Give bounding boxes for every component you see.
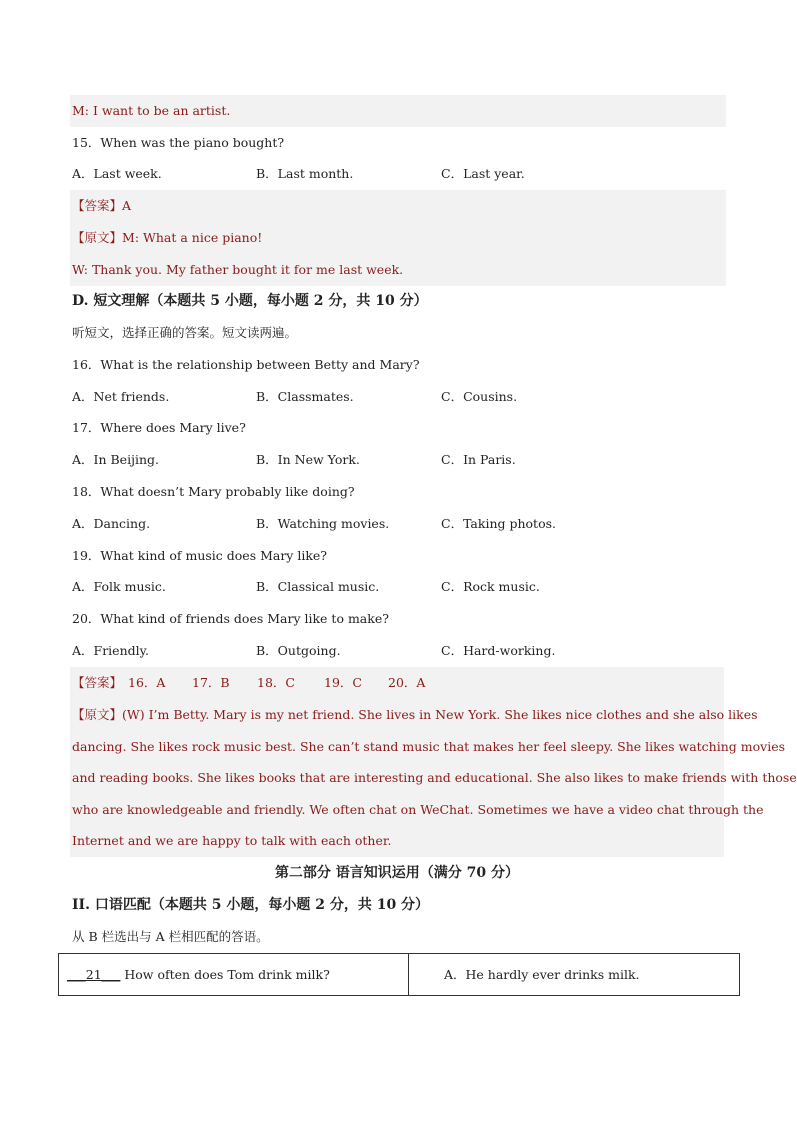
transcript-text: M: What a nice piano! xyxy=(122,230,263,245)
option-a[interactable]: A．Dancing. xyxy=(72,516,151,531)
option-c[interactable]: C．Cousins. xyxy=(441,389,518,404)
question-text: 16．What is the relationship between Betty and Mary? xyxy=(72,357,420,372)
question-16 xyxy=(70,349,726,381)
section-ii-instruction xyxy=(70,921,726,953)
match-row-21-right xyxy=(444,954,640,995)
answer-15 xyxy=(70,190,726,222)
question-18 xyxy=(70,476,726,508)
option-c[interactable]: C．Last year. xyxy=(441,166,525,181)
section-title: II. 口语匹配（本题共 5 小题，每小题 2 分，共 10 分） xyxy=(72,897,430,913)
question-16-options xyxy=(70,381,724,413)
transcript-15-line2 xyxy=(70,254,726,286)
option-b[interactable]: B．In New York. xyxy=(256,452,360,467)
question-text: 18．What doesn’t Mary probably like doing? xyxy=(72,484,355,499)
option-b[interactable]: B．Outgoing. xyxy=(256,643,341,658)
passage-text: (W) I’m Betty. Mary is my net friend. She lives in New York. She likes nice clothes and she also likes xyxy=(122,707,758,722)
option-b[interactable]: B．Classmates. xyxy=(256,389,354,404)
transcript-label: 【原文】 xyxy=(72,230,123,245)
passage-label: 【原文】 xyxy=(72,707,123,722)
option-c[interactable]: C．Rock music. xyxy=(441,579,540,594)
match-row-21-left xyxy=(67,954,330,995)
answer-text: 【答案】A xyxy=(72,198,132,213)
answer-19: 19．C xyxy=(324,675,362,690)
instruction-text: 从 B 栏选出与 A 栏相匹配的答语。 xyxy=(72,929,269,944)
match-answer: A．He hardly ever drinks milk. xyxy=(444,967,640,982)
answer-17: 17．B xyxy=(192,675,230,690)
option-c[interactable]: C．Hard-working. xyxy=(441,643,556,658)
question-19-options xyxy=(70,571,724,603)
prev-dialog-line xyxy=(70,95,726,127)
question-20-options xyxy=(70,635,724,667)
match-question: How often does Tom drink milk? xyxy=(120,967,330,982)
passage-line: dancing. She likes rock music best. She can’t stand music that makes her feel sleepy. She likes watching movies xyxy=(72,738,786,754)
question-15 xyxy=(70,127,726,159)
answers-16-20 xyxy=(70,667,724,699)
question-19 xyxy=(70,540,726,572)
answer-20: 20．A xyxy=(388,675,426,690)
question-18-options xyxy=(70,508,724,540)
transcript-text: W: Thank you. My father bought it for me last week. xyxy=(72,262,404,277)
option-b[interactable]: B．Watching movies. xyxy=(256,516,390,531)
option-a[interactable]: A．Friendly. xyxy=(72,643,149,658)
question-text: 15．When was the piano bought? xyxy=(72,135,285,150)
question-text: 19．What kind of music does Mary like? xyxy=(72,548,328,563)
question-20 xyxy=(70,603,726,635)
passage-line: and reading books. She likes books that are interesting and educational. She also likes to make friends with those xyxy=(72,770,797,786)
section-title: D. 短文理解（本题共 5 小题，每小题 2 分，共 10 分） xyxy=(72,293,428,309)
passage-line: who are knowledgeable and friendly. We often chat on WeChat. Sometimes we have a video chat through the xyxy=(72,801,764,817)
option-b[interactable]: B．Classical music. xyxy=(256,579,380,594)
table-divider xyxy=(408,954,409,995)
question-17-options xyxy=(70,444,724,476)
option-c[interactable]: C．In Paris. xyxy=(441,452,516,467)
transcript-15-line1 xyxy=(70,222,726,254)
question-17 xyxy=(70,412,726,444)
question-text: 17．Where does Mary live? xyxy=(72,420,246,435)
instruction-text: 听短文，选择正确的答案。短文读两遍。 xyxy=(72,325,298,340)
passage-transcript xyxy=(70,699,797,857)
passage-line xyxy=(70,699,758,731)
passage-line: Internet and we are happy to talk with each other. xyxy=(72,833,392,849)
option-c[interactable]: C．Taking photos. xyxy=(441,516,556,531)
match-table xyxy=(58,953,740,996)
question-text: 20．What kind of friends does Mary like to make? xyxy=(72,611,389,626)
section-d-instruction xyxy=(70,317,726,349)
section-d-title xyxy=(70,285,726,317)
option-a[interactable]: A．In Beijing. xyxy=(72,452,159,467)
part-2-title xyxy=(70,857,724,889)
dialog-text: M: I want to be an artist. xyxy=(72,103,231,118)
answers-label: 【答案】 xyxy=(72,675,123,690)
part-title: 第二部分 语言知识运用（满分 70 分） xyxy=(274,865,520,881)
answer-16: 16．A xyxy=(128,675,166,690)
option-b[interactable]: B．Last month. xyxy=(256,166,354,181)
question-15-options xyxy=(70,158,724,190)
answer-18: 18．C xyxy=(257,675,295,690)
option-a[interactable]: A．Folk music. xyxy=(72,579,166,594)
option-a[interactable]: A．Last week. xyxy=(72,166,162,181)
option-a[interactable]: A．Net friends. xyxy=(72,389,170,404)
section-ii-title xyxy=(70,889,726,921)
answer-blank-21[interactable]: ___21___ xyxy=(67,967,121,982)
